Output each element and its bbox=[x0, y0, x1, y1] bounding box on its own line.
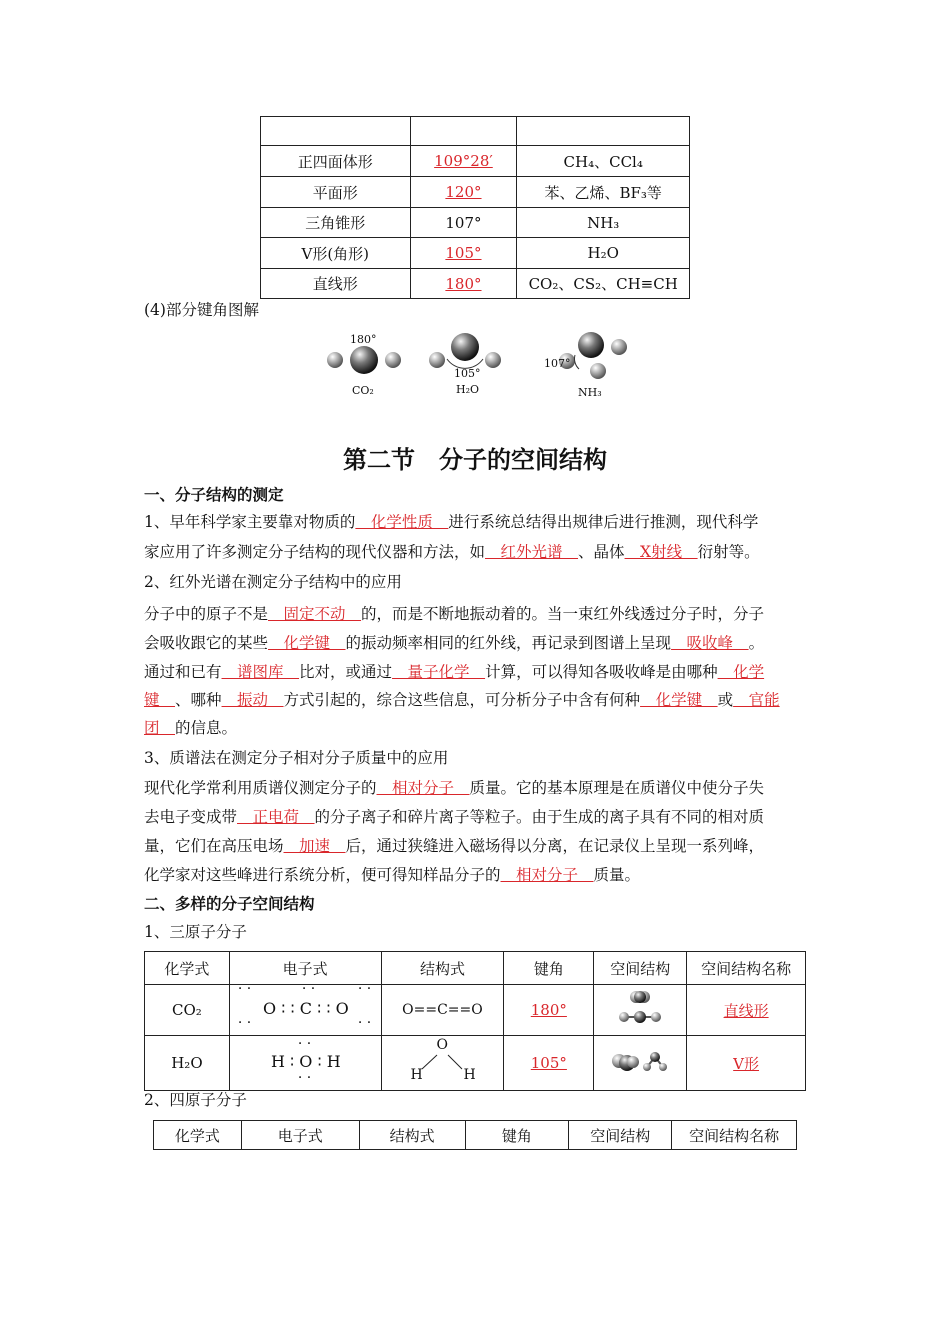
table-row bbox=[261, 146, 690, 177]
table-row bbox=[145, 1036, 806, 1091]
examples-cell: 苯、乙烯、BF₃等 bbox=[517, 177, 690, 208]
formula-cell: CO₂ bbox=[145, 985, 230, 1036]
nh3-name: NH₃ bbox=[578, 386, 602, 399]
tetratomic-table bbox=[153, 1120, 797, 1150]
angle-cell: 105° bbox=[445, 244, 482, 262]
paragraph-line: 家应用了许多测定分子结构的现代仪器和方法，如 红外光谱 、晶体 X射线 衍射等。 bbox=[144, 543, 760, 561]
header-cell: 电子式 bbox=[229, 952, 381, 985]
table-header-row bbox=[154, 1121, 797, 1150]
section-heading: 二、多样的分子空间结构 bbox=[144, 894, 315, 913]
table-header-row bbox=[145, 952, 806, 985]
formula-cell: H₂O bbox=[145, 1036, 230, 1091]
angle-cell: 180° bbox=[530, 1001, 567, 1019]
examples-cell: NH₃ bbox=[517, 208, 690, 238]
table-row bbox=[261, 238, 690, 269]
header-cell: 空间结构名称 bbox=[687, 952, 806, 985]
page-title: 第二节 分子的空间结构 bbox=[343, 445, 607, 474]
table-row bbox=[261, 117, 690, 146]
shape-cell: 平面形 bbox=[261, 177, 411, 208]
h2o-name: H₂O bbox=[456, 383, 480, 396]
angle-cell: 105° bbox=[530, 1054, 567, 1072]
table-row bbox=[145, 985, 806, 1036]
shape-name-cell: 直线形 bbox=[723, 1001, 769, 1020]
nh3-model bbox=[559, 332, 627, 379]
examples-cell: CO₂、CS₂、CH≡CH bbox=[517, 269, 690, 299]
table-row bbox=[261, 177, 690, 208]
lewis-cell: · · · · · · · · · · O ∶ ∶ C ∶ ∶ O bbox=[229, 985, 381, 1036]
lewis-cell: · · · · H ∶ O ∶ H bbox=[229, 1036, 381, 1091]
paragraph-line: 团 的信息。 bbox=[144, 719, 238, 737]
bond-angle-table bbox=[260, 116, 690, 299]
paragraph-line: 化学家对这些峰进行系统分析，便可得知样品分子的 相对分子 质量。 bbox=[144, 866, 641, 884]
shape-cell: 正四面体形 bbox=[261, 146, 411, 177]
examples-cell: H₂O bbox=[517, 238, 690, 269]
angle-cell: 109°28′ bbox=[434, 152, 493, 170]
paragraph-line: 会吸收跟它的某些 化学键 的振动频率相同的红外线，再记录到图谱上呈现 吸收峰 。 bbox=[144, 634, 765, 652]
table-row bbox=[261, 208, 690, 238]
header-cell: 结构式 bbox=[381, 952, 504, 985]
paragraph-line: 通过和已有 谱图库 比对，或通过 量子化学 计算，可以得知各吸收峰是由哪种 化学 bbox=[144, 663, 765, 681]
angle-cell: 120° bbox=[445, 183, 482, 201]
header-cell: 空间结构 bbox=[594, 952, 687, 985]
examples-cell: CH₄、CCl₄ bbox=[517, 146, 690, 177]
angle-cell: 107° bbox=[445, 213, 482, 232]
triatomic-table bbox=[144, 951, 806, 1091]
header-cell: 空间结构 bbox=[569, 1121, 672, 1150]
section-heading: 一、分子结构的测定 bbox=[144, 485, 284, 504]
co2-ball-model bbox=[610, 987, 670, 1029]
nh3-angle: 107° bbox=[544, 357, 571, 370]
shape-name-cell: V形 bbox=[733, 1054, 760, 1073]
header-cell: 键角 bbox=[465, 1121, 569, 1150]
model-cell bbox=[594, 1036, 687, 1091]
header-cell: 电子式 bbox=[241, 1121, 359, 1150]
shape-cell: 三角锥形 bbox=[261, 208, 411, 238]
h2o-ball-model bbox=[607, 1046, 673, 1076]
paragraph-line: 分子中的原子不是 固定不动 的，而是不断地振动着的。当一束红外线透过分子时，分子 bbox=[144, 605, 765, 623]
paragraph-line: 量，它们在高压电场 加速 后，通过狭缝进入磁场得以分离，在记录仪上呈现一系列峰， bbox=[144, 837, 765, 855]
shape-cell: V形(角形) bbox=[261, 238, 411, 269]
paragraph-line: 1、早年科学家主要靠对物质的 化学性质 进行系统总结得出规律后进行推测，现代科学 bbox=[144, 513, 759, 531]
co2-name: CO₂ bbox=[352, 384, 374, 397]
header-cell: 化学式 bbox=[145, 952, 230, 985]
header-cell: 键角 bbox=[504, 952, 594, 985]
header-cell: 化学式 bbox=[154, 1121, 242, 1150]
co2-angle: 180° bbox=[350, 333, 377, 346]
model-cell bbox=[594, 985, 687, 1036]
header-cell: 空间结构名称 bbox=[672, 1121, 797, 1150]
shape-cell: 直线形 bbox=[261, 269, 411, 299]
h2o-angle: 105° bbox=[454, 367, 481, 380]
section4-label: (4)部分键角图解 bbox=[144, 301, 259, 319]
subheading: 2、红外光谱在测定分子结构中的应用 bbox=[144, 573, 402, 591]
subheading: 3、质谱法在测定分子相对分子质量中的应用 bbox=[144, 749, 449, 767]
angle-cell: 180° bbox=[445, 274, 482, 293]
table-row bbox=[261, 269, 690, 299]
subheading: 1、三原子分子 bbox=[144, 923, 247, 941]
h2o-model bbox=[429, 333, 501, 368]
co2-model bbox=[327, 346, 401, 374]
structure-cell: O H H bbox=[381, 1036, 504, 1091]
paragraph-line: 现代化学常利用质谱仪测定分子的 相对分子 质量。它的基本原理是在质谱仪中使分子失 bbox=[144, 779, 765, 797]
paragraph-line: 去电子变成带 正电荷 的分子离子和碎片离子等粒子。由于生成的离子具有不同的相对质 bbox=[144, 808, 765, 826]
subheading: 2、四原子分子 bbox=[144, 1091, 247, 1109]
header-cell: 结构式 bbox=[359, 1121, 465, 1150]
paragraph-line: 键 、哪种 振动 方式引起的，综合这些信息，可分析分子中含有何种 化学键 或 官能 bbox=[144, 691, 780, 709]
structure-cell: O==C==O bbox=[381, 985, 504, 1036]
